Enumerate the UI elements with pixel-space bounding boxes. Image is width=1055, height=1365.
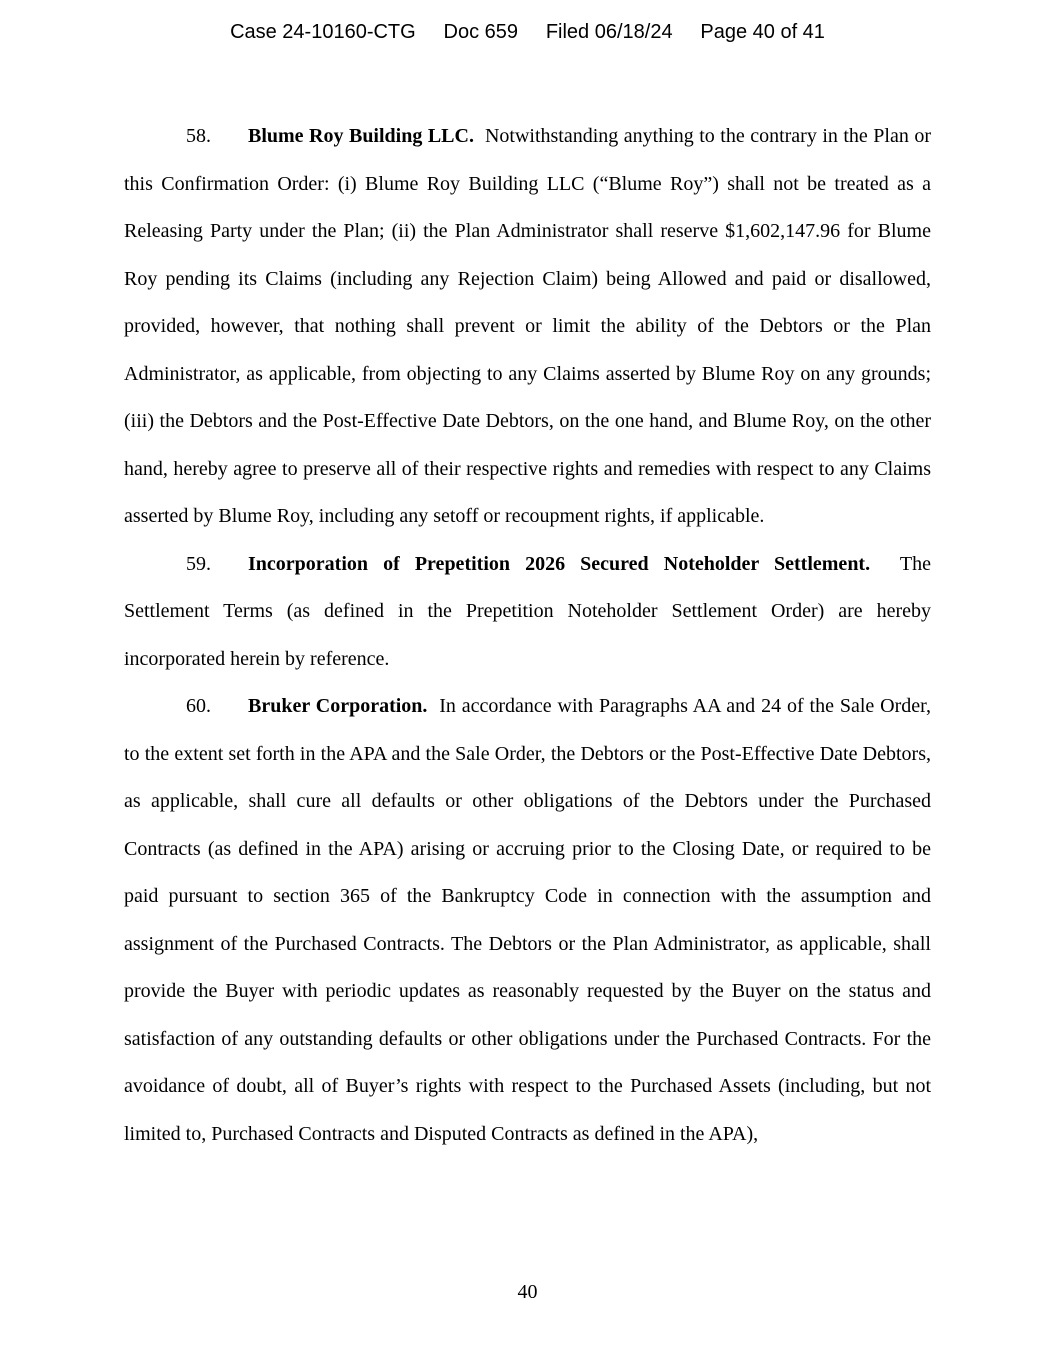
page-count: Page 40 of 41 [700, 21, 825, 43]
filed-date: Filed 06/18/24 [545, 21, 673, 43]
case-number: Case 24-10160-CTG [230, 21, 416, 43]
paragraph-number: 58. [186, 125, 211, 147]
paragraph-number: 60. [186, 695, 211, 717]
paragraph-60 [124, 683, 931, 1158]
paragraph-58 [124, 113, 931, 541]
paragraph-number: 59. [186, 552, 211, 575]
document-body [124, 113, 931, 1158]
paragraph-text: Notwithstanding anything to the contrary in the Plan or this Confirmation Order: (i) Blume Roy Building LLC (“Blume Roy”) shall not be treated as a Releasing Party under the Plan; (ii) the Plan Administrator shall reserve $1,602,147.96 for Blume Roy pending its Claims (including any Rejection Claim) being Allowed and paid or disallowed, provided, however, that nothing shall prevent or limit the ability of the Debtors or the Plan Administrator, as applicable, from objecting to any Claims asserted by Blume Roy on any grounds; (iii) the Debtors and the Post-Effective Date Debtors, on the one hand, and Blume Roy, on the other hand, hereby agree to preserve all of their respective rights and remedies with respect to any Claims asserted by Blume Roy, including any setoff or recoupment rights, if applicable. [124, 125, 931, 527]
paragraph-heading: Bruker Corporation. [248, 695, 428, 717]
paragraph-heading: Incorporation of Prepetition 2026 Secured Noteholder Settlement. [248, 552, 871, 575]
paragraph-59 [124, 541, 931, 684]
page-number: 40 [517, 1281, 538, 1303]
paragraph-text: In accordance with Paragraphs AA and 24 of the Sale Order, to the extent set forth in the APA and the Sale Order, the Debtors or the Post-Effective Date Debtors, as applicable, shall cure all defaults or other obligations of the Debtors under the Purchased Contracts (as defined in the APA) arising or accruing prior to the Closing Date, or required to be paid pursuant to section 365 of the Bankruptcy Code in connection with the assumption and assignment of the Purchased Contracts. The Debtors or the Plan Administrator, as applicable, shall provide the Buyer with periodic updates as reasonably requested by the Buyer on the status and satisfaction of any outstanding defaults or other obligations under the Purchased Contracts. For the avoidance of doubt, all of Buyer’s rights with respect to the Purchased Assets (including, but not limited to, Purchased Contracts and Disputed Contracts as defined in the APA), [124, 695, 932, 1145]
doc-number: Doc 659 [443, 21, 519, 43]
paragraph-text: The Settlement Terms (as defined in the Prepetition Noteholder Settlement Order) are hereby incorporated herein by reference. [124, 552, 932, 670]
paragraph-heading: Blume Roy Building LLC. [248, 125, 474, 147]
case-header [0, 19, 1055, 45]
